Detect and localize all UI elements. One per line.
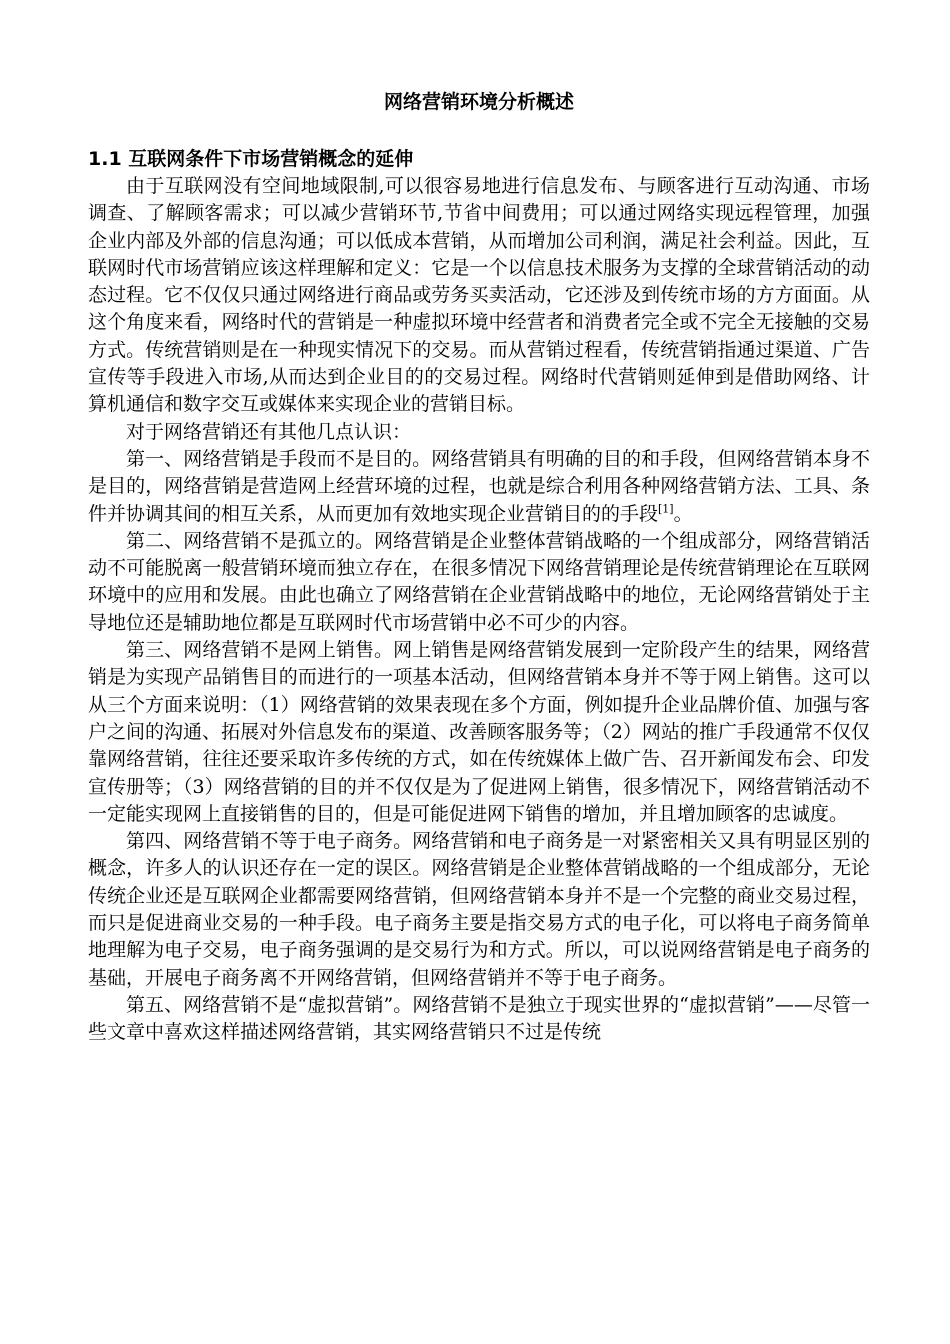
paragraph-point-5: 第五、网络营销不是“虚拟营销”。网络营销不是独立于现实世界的“虚拟营销”——尽管一些文章中喜欢这样描述网络营销，其实网络营销只不过是传统	[88, 993, 870, 1044]
citation-reference: [1]	[658, 502, 674, 516]
document-title: 网络营销环境分析概述	[383, 91, 574, 113]
paragraph-point-1	[88, 446, 870, 528]
document-page	[88, 88, 870, 1047]
paragraph-point-3: 第三、网络营销不是网上销售。网上销售是网络营销发展到一定阶段产生的结果，网络营销是为实现产品销售目的而进行的一项基本活动，但网络营销本身并不等于网上销售。这可以从三个方面来说明：（1）网络营销的效果表现在多个方面，例如提升企业品牌价值、加强与客户之间的沟通、拓展对外信息发布的渠道、改善顾客服务等；（2）网站的推广手段通常不仅仅靠网络营销，往往还要采取许多传统的方式，如在传统媒体上做广告、召开新闻发布会、印发宣传册等；（3）网络营销的目的并不仅仅是为了促进网上销售，很多情况下，网络营销活动不一定能实现网上直接销售的目的，但是可能促进网下销售的增加，并且增加顾客的忠诚度。	[88, 639, 870, 825]
paragraph-point-2: 第二、网络营销不是孤立的。网络营销是企业整体营销战略的一个组成部分，网络营销活动不可能脱离一般营销环境而独立存在，在很多情况下网络营销理论是传统营销理论在互联网环境中的应用和发展。由此也确立了网络营销在企业营销战略中的地位，无论网络营销处于主导地位还是辅助地位都是互联网时代市场营销中必不可少的内容。	[88, 529, 870, 634]
paragraph-point-4: 第四、网络营销不等于电子商务。网络营销和电子商务是一对紧密相关又具有明显区别的概念，许多人的认识还存在一定的误区。网络营销是企业整体营销战略的一个组成部分，无论传统企业还是互联网企业都需要网络营销，但网络营销本身并不是一个完整的商业交易过程，而只是促进商业交易的一种手段。电子商务主要是指交易方式的电子化，可以将电子商务简单地理解为电子交易，电子商务强调的是交易行为和方式。所以，可以说网络营销是电子商务的基础，开展电子商务离不开网络营销，但网络营销并不等于电子商务。	[88, 830, 870, 989]
paragraph-points-lead: 对于网络营销还有其他几点认识：	[126, 420, 412, 443]
paragraph-point-1-text: 第一、网络营销是手段而不是目的。网络营销具有明确的目的和手段，但网络营销本身不是目的，网络营销是营造网上经营环境的过程，也就是综合利用各种网络营销方法、工具、条件并协调其间的相互关系，从而更加有效地实现企业营销目的的手段	[88, 447, 870, 525]
paragraph-point-1-end: 。	[673, 502, 693, 525]
section-heading: 1.1 互联网条件下市场营销概念的延伸	[88, 148, 414, 170]
paragraph-intro: 由于互联网没有空间地域限制,可以很容易地进行信息发布、与顾客进行互动沟通、市场调查、了解顾客需求；可以减少营销环节,节省中间费用；可以通过网络实现远程管理，加强企业内部及外部的信息沟通；可以低成本营销，从而增加公司利润，满足社会利益。因此，互联网时代市场营销应该这样理解和定义：它是一个以信息技术服务为支撑的全球营销活动的动态过程。它不仅仅只通过网络进行商品或劳务买卖活动，它还涉及到传统市场的方方面面。从这个角度来看，网络时代的营销是一种虚拟环境中经营者和消费者完全或不完全无接触的交易方式。传统营销则是在一种现实情况下的交易。而从营销过程看，传统营销指通过渠道、广告宣传等手段进入市场,从而达到企业目的的交易过程。网络时代营销则延伸到是借助网络、计算机通信和数字交互或媒体来实现企业的营销目标。	[88, 175, 870, 416]
